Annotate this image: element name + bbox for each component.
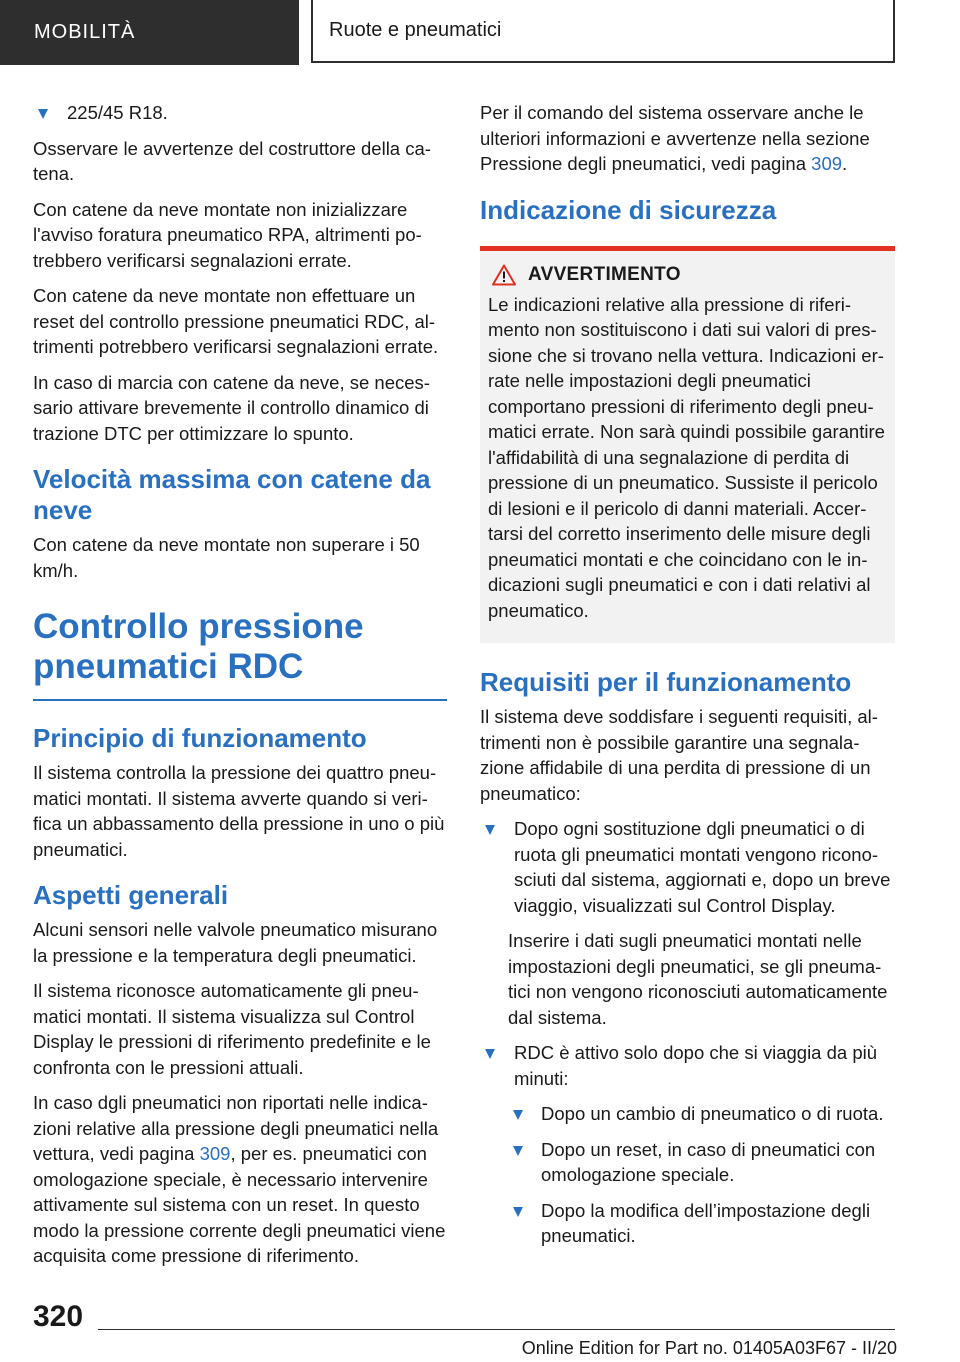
paragraph-text: , per es. pneumatici con omologazione speciale, è necessario intervenire attivamente sul sistema con un reset. In questo modo la pressione corrente degli pneumatici viene acquisita come pressione di riferimento.	[33, 1143, 446, 1266]
paragraph-text: .	[842, 153, 848, 174]
heading-general-aspects: Aspetti generali	[33, 880, 229, 910]
list-item	[480, 1040, 895, 1101]
triangle-bullet-icon	[513, 1110, 523, 1120]
paragraph: Il sistema controlla la pressione dei quattro pneumatici montati. Il sistema avverte quando si verifica un abbassamento della pressione in uno o più pneumatici.	[33, 762, 445, 860]
heading-safety: Indicazione di sicurezza	[480, 194, 777, 225]
triangle-bullet-icon	[38, 109, 48, 119]
heading-speed: Velocità massima con catene da neve	[33, 464, 431, 525]
paragraph-text: Per il comando del sistema osservare anche le ulteriori informazioni e avvertenze nella sezione Pressione degli pneumatici, vedi pagina	[480, 102, 870, 174]
paragraph	[480, 100, 895, 177]
heading-requirements: Requisiti per il funzionamento	[480, 667, 852, 697]
triangle-bullet-icon	[485, 825, 495, 835]
bullet-continuation: Inserire i dati sugli pneumatici montati nelle impostazioni degli pneumatici, se gli pneumatici non vengono riconosciuti automaticamente dal sistema.	[508, 930, 888, 1028]
footer-divider	[98, 1329, 895, 1330]
right-column	[480, 100, 895, 1259]
sub-list-item	[508, 1101, 895, 1137]
heading-divider	[33, 699, 447, 701]
header-section-title: MOBILITÀ	[34, 21, 136, 43]
paragraph: Con catene da neve montate non inizializzare l'avviso foratura pneumatico RPA, altrimenti potrebbero verificarsi segnalazioni errate.	[33, 198, 422, 271]
sub-list-item	[508, 1198, 895, 1259]
bullet-text: Dopo un reset, in caso di pneumatici con omologazione speciale.	[541, 1138, 876, 1185]
warning-header	[488, 264, 885, 286]
triangle-bullet-icon	[513, 1207, 523, 1217]
paragraph: Con catene da neve montate non superare i 50 km/h.	[33, 534, 420, 581]
paragraph: Alcuni sensori nelle valvole pneumatico misurano la pressione e la temperatura degli pneumatici.	[33, 919, 438, 966]
footer-edition: Online Edition for Part no. 01405A03F67 - II/20	[521, 1338, 897, 1358]
page-reference-link[interactable]: 309	[811, 153, 843, 174]
paragraph	[33, 1090, 447, 1269]
bullet-text: RDC è attivo solo dopo che si viaggia da più minuti:	[514, 1042, 878, 1089]
header-chapter-tab	[311, 0, 895, 63]
triangle-bullet-icon	[513, 1146, 523, 1156]
paragraph: Con catene da neve montate non effettuare un reset del controllo pressione pneumatici RDC, altrimenti potrebbero verificarsi segnalazioni errate.	[33, 285, 439, 357]
paragraph: Il sistema riconosce automaticamente gli pneumatici montati. Il sistema visualizza sul Control Display le pressioni di riferimento predefinite e le confronta con le pressioni attuali.	[33, 980, 431, 1078]
paragraph: In caso di marcia con catene da neve, se necessario attivare brevemente il controllo dinamico di trazione DTC per ottimizzare lo spunto.	[33, 371, 430, 444]
paragraph-text: In caso dgli pneumatici non riportati nelle indicazioni relative alla pressione degli pneumatici nella vettura, vedi pagina	[33, 1092, 439, 1164]
paragraph: Il sistema deve soddisfare i seguenti requisiti, altrimenti non è possibile garantire una segnalazione affidabile di una perdita di pressione di un pneumatico:	[480, 706, 878, 804]
header-section-tab	[0, 0, 299, 65]
bullet-text: Dopo la modifica dell’impostazione degli pneumatici.	[541, 1199, 871, 1246]
page-number: 320	[33, 1300, 84, 1333]
bullet-text: Dopo ogni sostituzione dgli pneumatici o di ruota gli pneumatici montati vengono riconosciuti dal sistema, aggiornati e, dopo un breve viaggio, visualizzati sul Control Display.	[514, 818, 891, 916]
bullet-text: 225/45 R18.	[67, 102, 168, 123]
sub-list-item	[508, 1137, 895, 1198]
list-item	[480, 816, 895, 928]
warning-text: Le indicazioni relative alla pressione di riferimento non sostituiscono i dati sui valori di pressione che si trovano nella vettura. Indicazioni errate nelle impostazioni degli pneumatici comportano pressioni di riferimento degli pneumatici errate. Non sarà quindi possibile garantire l'affidabilità di una segnalazione di perdita di pressione di un pneumatico. Sussiste il pericolo di lesioni e il pericolo di danni materiali. Accertarsi del corretto inserimento delle misure degli pneumatici montati e che coincidano con le indicazioni sugli pneumatici e con i dati relativi al pneumatico.	[488, 293, 885, 621]
warning-title: AVVERTIMENTO	[528, 263, 681, 285]
list-item	[33, 100, 447, 136]
heading-principle: Principio di funzionamento	[33, 723, 367, 753]
left-column	[33, 100, 447, 1279]
heading-rdc: Controllo pressione pneumatici RDC	[33, 607, 364, 686]
page-reference-link[interactable]: 309	[199, 1143, 231, 1164]
triangle-bullet-icon	[485, 1049, 495, 1059]
header-chapter-title: Ruote e pneumatici	[329, 19, 502, 41]
warning-triangle-icon	[492, 264, 516, 286]
bullet-text: Dopo un cambio di pneumatico o di ruota.	[541, 1103, 884, 1124]
paragraph: Osservare le avvertenze del costruttore della catena.	[33, 137, 431, 184]
warning-box	[480, 246, 895, 644]
